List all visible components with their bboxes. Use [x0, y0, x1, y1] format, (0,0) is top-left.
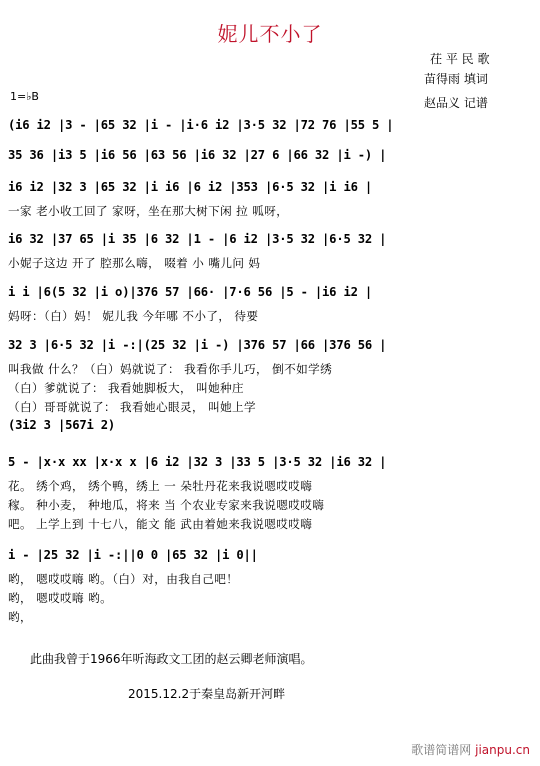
- lyric-line: 妈呀：（白）妈！ 妮儿我 今年哪 不小了， 待要: [8, 309, 259, 323]
- performance-note: 此曲我曾于1966年听海政文工团的赵云卿老师演唱。: [30, 652, 313, 666]
- watermark-site-name: 歌谱简谱网: [411, 743, 472, 757]
- lyric-line: 吧。 上学上到 十七八，能文 能 武由着她来我说嗯哎哎嗨: [8, 517, 313, 531]
- lyricist-credit: 苗得雨 填词: [424, 72, 488, 86]
- music-line: i - |25 32 |i -:||0 0 |65 32 |i 0||: [8, 548, 258, 562]
- music-line: (i6 i2 |3 - |65 32 |i - |i·6 i2 |3·5 32 |72 76 |55 5 |: [8, 118, 394, 132]
- music-line: 5 - |x·x xx |x·x x |6 i2 |32 3 |33 5 |3·5 32 |i6 32 |: [8, 455, 387, 469]
- music-line: i6 32 |37 65 |i 35 |6 32 |1 - |6 i2 |3·5 32 |6·5 32 |: [8, 232, 387, 246]
- lyric-line: 哟， 嗯哎哎嗨 哟。（白）对，由我自己吧！: [8, 572, 239, 586]
- lyric-line: 花。 绣个鸡， 绣个鸭，绣上 一 朵牡丹花来我说嗯哎哎嗨: [8, 479, 313, 493]
- genre-credit: 茌 平 民 歌: [430, 52, 490, 66]
- music-line: (3i2 3 |567i 2): [8, 418, 116, 432]
- lyric-line: 叫我做 什么？（白）妈就说了： 我看你手儿巧， 倒不如学绣: [8, 362, 333, 376]
- lyric-line: 哟，: [8, 610, 32, 624]
- music-line: i6 i2 |32 3 |65 32 |i i6 |6 i2 |353 |6·5 32 |i i6 |: [8, 180, 373, 194]
- transcriber-credit: 赵品义 记谱: [424, 96, 488, 110]
- lyric-line: 稼。 种小麦， 种地瓜，将来 当 个农业专家来我说嗯哎哎嗨: [8, 498, 325, 512]
- date-place-note: 2015.12.2于秦皇岛新开河畔: [128, 687, 286, 701]
- song-title: 妮儿不小了: [217, 22, 323, 46]
- music-line: 35 36 |i3 5 |i6 56 |63 56 |i6 32 |27 6 |66 32 |i -) |: [8, 148, 387, 162]
- watermark: [411, 741, 530, 758]
- music-line: i i |6(5 32 |i o)|376 57 |66· |7·6 56 |5 - |i6 i2 |: [8, 285, 373, 299]
- lyric-line: 一家 老小收工回了 家呀，坐在那大树下闲 拉 呱呀，: [8, 204, 289, 218]
- lyric-line: 小妮子这边 开了 腔那么嗨， 啜着 小 嘴儿问 妈: [8, 256, 261, 270]
- lyric-line: 哟， 嗯哎哎嗨 哟。: [8, 591, 113, 605]
- lyric-line: （白）爹就说了： 我看她脚板大， 叫她种庄: [8, 381, 245, 395]
- key-signature: 1=♭B: [10, 90, 39, 103]
- watermark-domain: jianpu.cn: [475, 743, 530, 757]
- lyric-line: （白）哥哥就说了： 我看她心眼灵， 叫她上学: [8, 400, 257, 414]
- music-line: 32 3 |6·5 32 |i -:|(25 32 |i -) |376 57 |66 |376 56 |: [8, 338, 387, 352]
